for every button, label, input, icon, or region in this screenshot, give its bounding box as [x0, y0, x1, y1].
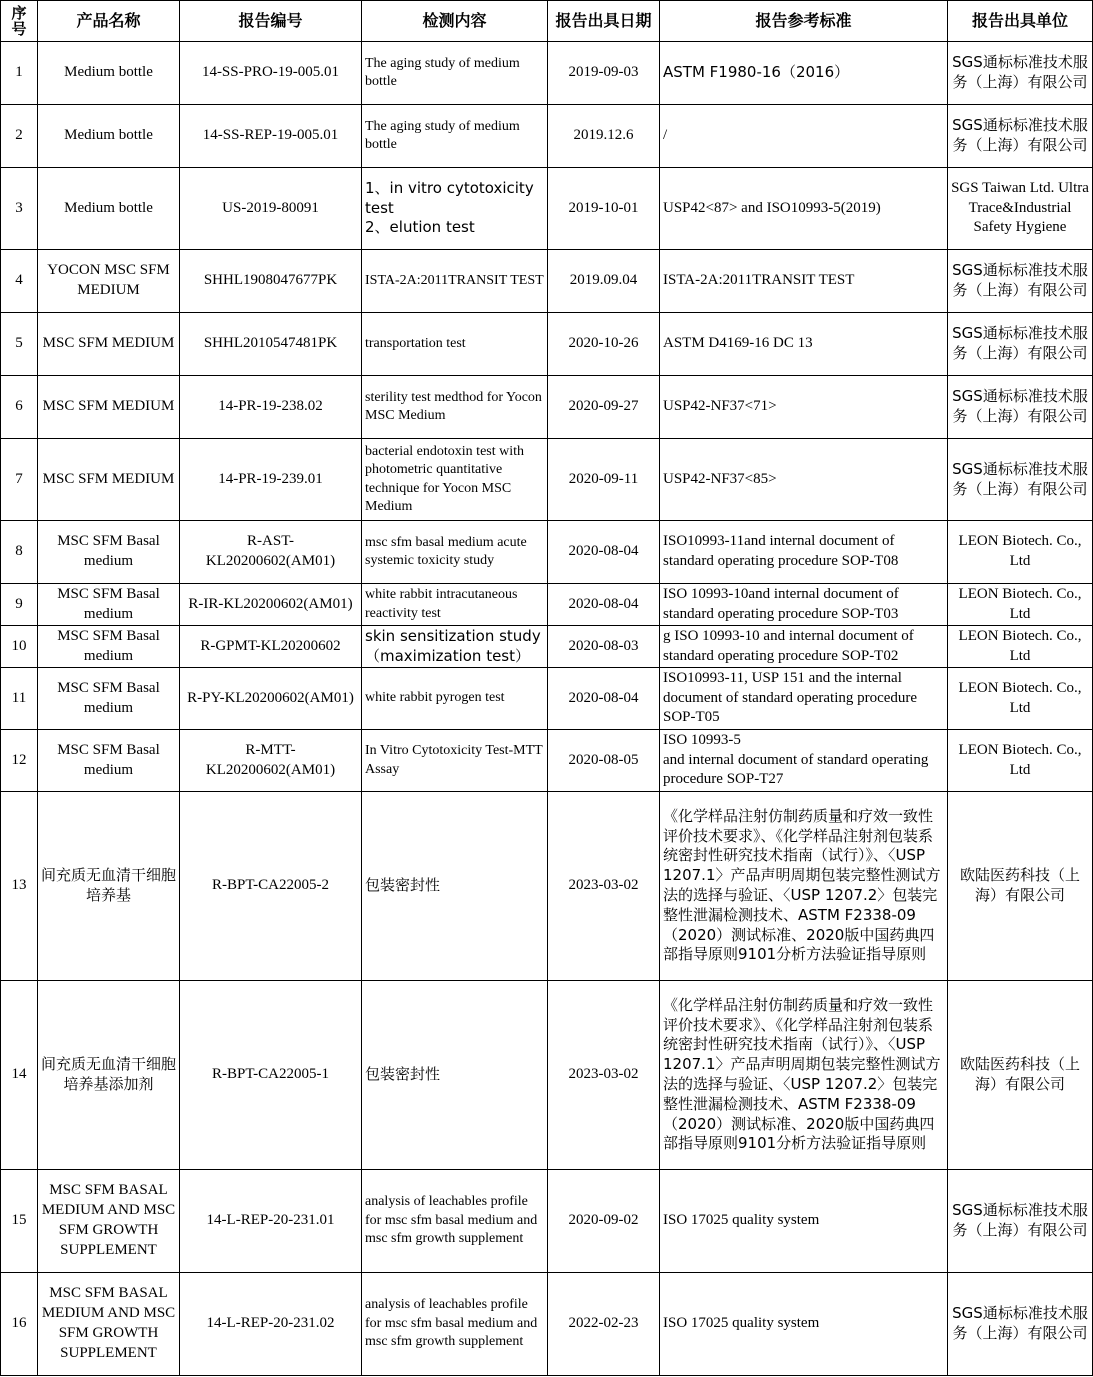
cell-issuer: SGS通标标准技术服务（上海）有限公司: [948, 439, 1093, 521]
cell-date: 2020-08-04: [548, 668, 660, 730]
cell-issuer: LEON Biotech. Co., Ltd: [948, 668, 1093, 730]
cell-product: MSC SFM BASAL MEDIUM AND MSC SFM GROWTH SUPPLEMENT: [38, 1273, 180, 1376]
cell-issuer: 欧陆医药科技（上海）有限公司: [948, 792, 1093, 981]
cell-date: 2023-03-02: [548, 981, 660, 1170]
cell-issuer: LEON Biotech. Co., Ltd: [948, 521, 1093, 584]
cell-report-no: SHHL2010547481PK: [180, 313, 362, 376]
cell-standard: g ISO 10993-10 and internal document of standard operating procedure SOP-T02: [660, 626, 948, 668]
cell-date: 2019.12.6: [548, 105, 660, 168]
cell-report-no: R-PY-KL20200602(AM01): [180, 668, 362, 730]
cell-standard: ISTA-2A:2011TRANSIT TEST: [660, 250, 948, 313]
table-row: [1, 168, 1093, 250]
cell-report-no: R-BPT-CA22005-1: [180, 981, 362, 1170]
header-issuer: 报告出具单位: [948, 1, 1093, 42]
cell-standard: ASTM F1980-16（2016）: [660, 42, 948, 105]
cell-content: white rabbit pyrogen test: [362, 668, 548, 730]
cell-product: YOCON MSC SFM MEDIUM: [38, 250, 180, 313]
cell-content: skin sensitization study（maximization test）: [362, 626, 548, 668]
cell-standard: ISO 10993-5 and internal document of standard operating procedure SOP-T27: [660, 730, 948, 792]
cell-report-no: 14-SS-REP-19-005.01: [180, 105, 362, 168]
table-row: [1, 730, 1093, 792]
cell-report-no: R-AST-KL20200602(AM01): [180, 521, 362, 584]
cell-seq: 5: [1, 313, 38, 376]
cell-date: 2020-09-02: [548, 1170, 660, 1273]
header-content: 检测内容: [362, 1, 548, 42]
cell-issuer: SGS通标标准技术服务（上海）有限公司: [948, 250, 1093, 313]
cell-report-no: 14-PR-19-239.01: [180, 439, 362, 521]
table-row: [1, 668, 1093, 730]
cell-report-no: US-2019-80091: [180, 168, 362, 250]
cell-standard: 《化学样品注射仿制药质量和疗效一致性评价技术要求》、《化学样品注射剂包装系统密封性研究技术指南（试行）》、〈USP 1207.1〉产品声明周期包装完整性测试方法的选择与验证、〈USP 1207.2〉包装完整性泄漏检测技术、ASTM F2338-09（2020）测试标准、2020版中国药典四部指导原则9101分析方法验证指导原则: [660, 792, 948, 981]
cell-standard: 《化学样品注射仿制药质量和疗效一致性评价技术要求》、《化学样品注射剂包装系统密封性研究技术指南（试行）》、〈USP 1207.1〉产品声明周期包装完整性测试方法的选择与验证、〈USP 1207.2〉包装完整性泄漏检测技术、ASTM F2338-09（2020）测试标准、2020版中国药典四部指导原则9101分析方法验证指导原则: [660, 981, 948, 1170]
cell-standard: ISO10993-11and internal document of standard operating procedure SOP-T08: [660, 521, 948, 584]
cell-issuer: SGS通标标准技术服务（上海）有限公司: [948, 105, 1093, 168]
header-date: 报告出具日期: [548, 1, 660, 42]
cell-seq: 11: [1, 668, 38, 730]
cell-product: Medium bottle: [38, 105, 180, 168]
cell-standard: ISO10993-11, USP 151 and the internal document of standard operating procedure SOP-T05: [660, 668, 948, 730]
cell-date: 2020-10-26: [548, 313, 660, 376]
cell-standard: USP42<87> and ISO10993-5(2019): [660, 168, 948, 250]
table-row: [1, 376, 1093, 439]
cell-report-no: R-BPT-CA22005-2: [180, 792, 362, 981]
cell-issuer: SGS通标标准技术服务（上海）有限公司: [948, 1273, 1093, 1376]
cell-issuer: LEON Biotech. Co., Ltd: [948, 626, 1093, 668]
cell-seq: 15: [1, 1170, 38, 1273]
cell-content: The aging study of medium bottle: [362, 42, 548, 105]
table-row: [1, 792, 1093, 981]
cell-seq: 13: [1, 792, 38, 981]
cell-date: 2019-10-01: [548, 168, 660, 250]
table-row: [1, 250, 1093, 313]
cell-date: 2022-02-23: [548, 1273, 660, 1376]
table-row: [1, 521, 1093, 584]
cell-issuer: 欧陆医药科技（上海）有限公司: [948, 981, 1093, 1170]
cell-report-no: SHHL1908047677PK: [180, 250, 362, 313]
cell-content: bacterial endotoxin test with photometric quantitative technique for Yocon MSC Medium: [362, 439, 548, 521]
cell-seq: 2: [1, 105, 38, 168]
cell-content: transportation test: [362, 313, 548, 376]
cell-seq: 8: [1, 521, 38, 584]
cell-product: MSC SFM Basal medium: [38, 626, 180, 668]
cell-report-no: 14-L-REP-20-231.01: [180, 1170, 362, 1273]
table-row: [1, 584, 1093, 626]
cell-product: 间充质无血清干细胞培养基添加剂: [38, 981, 180, 1170]
cell-report-no: 14-L-REP-20-231.02: [180, 1273, 362, 1376]
cell-product: MSC SFM BASAL MEDIUM AND MSC SFM GROWTH SUPPLEMENT: [38, 1170, 180, 1273]
cell-issuer: SGS通标标准技术服务（上海）有限公司: [948, 313, 1093, 376]
cell-report-no: R-GPMT-KL20200602: [180, 626, 362, 668]
header-row: [1, 1, 1093, 42]
cell-content: white rabbit intracutaneous reactivity test: [362, 584, 548, 626]
cell-standard: ISO 10993-10and internal document of standard operating procedure SOP-T03: [660, 584, 948, 626]
cell-issuer: SGS通标标准技术服务（上海）有限公司: [948, 376, 1093, 439]
cell-issuer: SGS通标标准技术服务（上海）有限公司: [948, 42, 1093, 105]
cell-product: MSC SFM MEDIUM: [38, 439, 180, 521]
table-body: [1, 42, 1093, 1376]
cell-product: Medium bottle: [38, 42, 180, 105]
cell-content: analysis of leachables profile for msc sfm basal medium and msc sfm growth supplement: [362, 1273, 548, 1376]
cell-seq: 1: [1, 42, 38, 105]
cell-date: 2023-03-02: [548, 792, 660, 981]
cell-content: sterility test medthod for Yocon MSC Medium: [362, 376, 548, 439]
cell-report-no: R-MTT-KL20200602(AM01): [180, 730, 362, 792]
cell-seq: 7: [1, 439, 38, 521]
header-product: 产品名称: [38, 1, 180, 42]
table-row: [1, 313, 1093, 376]
cell-content: 1、in vitro cytotoxicity test 2、elution test: [362, 168, 548, 250]
cell-product: MSC SFM Basal medium: [38, 584, 180, 626]
cell-content: ISTA-2A:2011TRANSIT TEST: [362, 250, 548, 313]
cell-seq: 14: [1, 981, 38, 1170]
cell-date: 2019.09.04: [548, 250, 660, 313]
cell-product: 间充质无血清干细胞培养基: [38, 792, 180, 981]
cell-standard: USP42-NF37<85>: [660, 439, 948, 521]
cell-issuer: SGS通标标准技术服务（上海）有限公司: [948, 1170, 1093, 1273]
table-row: [1, 1170, 1093, 1273]
table-row: [1, 981, 1093, 1170]
cell-report-no: R-IR-KL20200602(AM01): [180, 584, 362, 626]
cell-date: 2020-09-27: [548, 376, 660, 439]
cell-seq: 4: [1, 250, 38, 313]
cell-issuer: LEON Biotech. Co., Ltd: [948, 730, 1093, 792]
table-row: [1, 626, 1093, 668]
cell-product: MSC SFM Basal medium: [38, 668, 180, 730]
cell-product: MSC SFM MEDIUM: [38, 313, 180, 376]
cell-date: 2020-08-05: [548, 730, 660, 792]
cell-content: In Vitro Cytotoxicity Test-MTT Assay: [362, 730, 548, 792]
cell-standard: ASTM D4169-16 DC 13: [660, 313, 948, 376]
table-row: [1, 1273, 1093, 1376]
cell-seq: 6: [1, 376, 38, 439]
cell-content: 包装密封性: [362, 981, 548, 1170]
cell-content: The aging study of medium bottle: [362, 105, 548, 168]
cell-product: MSC SFM Basal medium: [38, 521, 180, 584]
cell-date: 2020-09-11: [548, 439, 660, 521]
cell-issuer: LEON Biotech. Co., Ltd: [948, 584, 1093, 626]
cell-product: MSC SFM MEDIUM: [38, 376, 180, 439]
cell-seq: 9: [1, 584, 38, 626]
cell-report-no: 14-SS-PRO-19-005.01: [180, 42, 362, 105]
cell-content: 包装密封性: [362, 792, 548, 981]
cell-seq: 3: [1, 168, 38, 250]
header-standard: 报告参考标准: [660, 1, 948, 42]
cell-date: 2020-08-04: [548, 521, 660, 584]
cell-seq: 12: [1, 730, 38, 792]
cell-standard: ISO 17025 quality system: [660, 1273, 948, 1376]
cell-report-no: 14-PR-19-238.02: [180, 376, 362, 439]
cell-standard: ISO 17025 quality system: [660, 1170, 948, 1273]
cell-standard: /: [660, 105, 948, 168]
cell-seq: 10: [1, 626, 38, 668]
cell-standard: USP42-NF37<71>: [660, 376, 948, 439]
table-row: [1, 439, 1093, 521]
table-row: [1, 42, 1093, 105]
cell-date: 2019-09-03: [548, 42, 660, 105]
cell-seq: 16: [1, 1273, 38, 1376]
cell-date: 2020-08-03: [548, 626, 660, 668]
cell-content: msc sfm basal medium acute systemic toxicity study: [362, 521, 548, 584]
header-report-no: 报告编号: [180, 1, 362, 42]
cell-issuer: SGS Taiwan Ltd. Ultra Trace&Industrial Safety Hygiene: [948, 168, 1093, 250]
cell-date: 2020-08-04: [548, 584, 660, 626]
table-row: [1, 105, 1093, 168]
cell-product: MSC SFM Basal medium: [38, 730, 180, 792]
cell-product: Medium bottle: [38, 168, 180, 250]
header-seq: 序号: [1, 1, 38, 42]
cell-content: analysis of leachables profile for msc sfm basal medium and msc sfm growth supplement: [362, 1170, 548, 1273]
